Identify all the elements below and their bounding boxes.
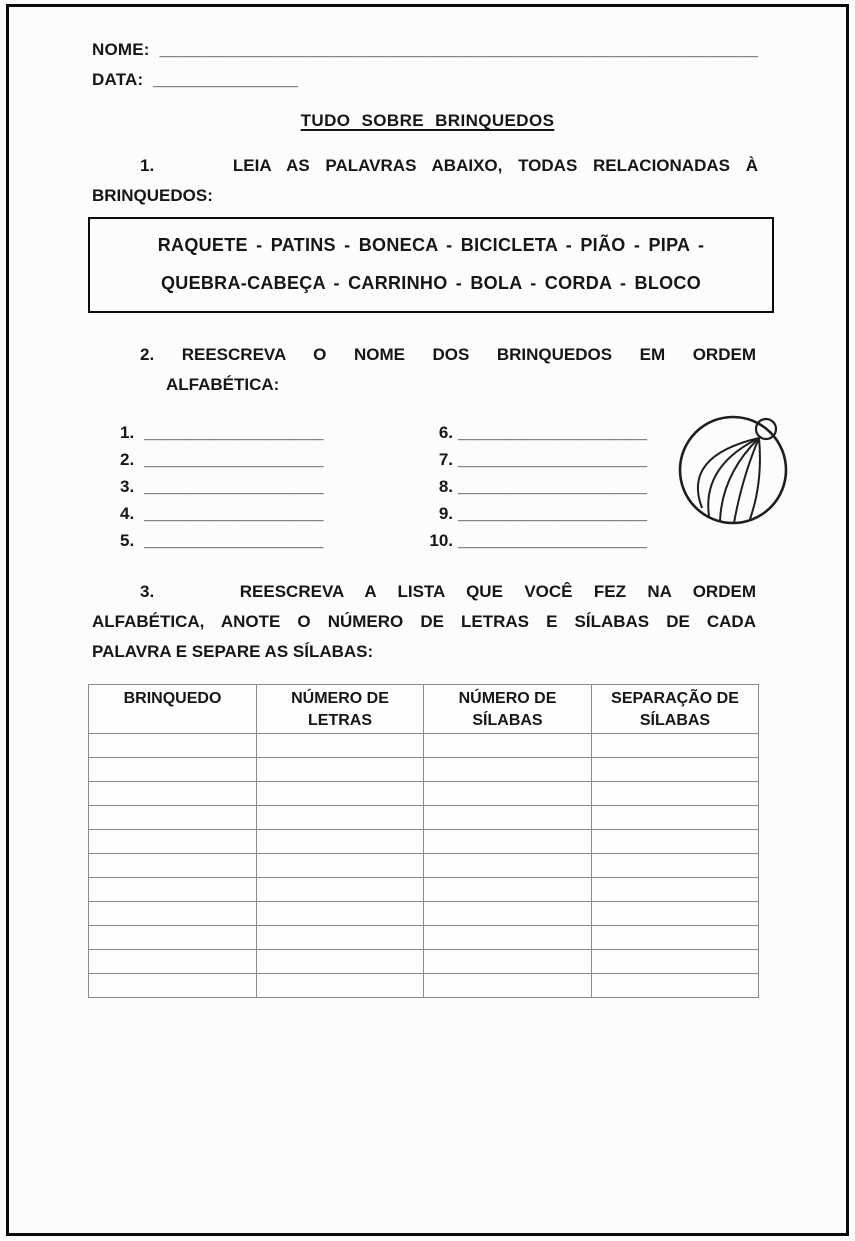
col-header-numero-silabas: NÚMERO DE SÍLABAS [424, 685, 592, 734]
answer-item-3 [120, 473, 324, 500]
table-row [89, 734, 759, 758]
exercise3-instruction-line2: ALFABÉTICA, ANOTE O NÚMERO DE LETRAS E SÍLABAS DE CADA [92, 612, 756, 631]
table-cell [592, 758, 759, 782]
name-label: NOME: [92, 40, 150, 59]
table-row [89, 902, 759, 926]
table-cell [592, 878, 759, 902]
answer-blank-line: ___________________ [144, 423, 324, 442]
answer-item-5 [120, 527, 324, 554]
item-number: 7. [438, 450, 453, 469]
answer-blank-line: ___________________ [144, 531, 324, 550]
col-header-separacao-silabas: SEPARAÇÃO DE SÍLABAS [592, 685, 759, 734]
table-cell [257, 926, 424, 950]
table-row [89, 878, 759, 902]
table-cell [89, 974, 257, 998]
exercise2-instruction-line1: 2. REESCREVA O NOME DOS BRINQUEDOS EM ORDEM [140, 345, 756, 364]
col-header-brinquedo: BRINQUEDO [89, 685, 257, 734]
table-cell [257, 974, 424, 998]
item-number: 9. [438, 504, 453, 523]
worksheet-title: TUDO SOBRE BRINQUEDOS [300, 111, 555, 130]
answer-item-6 [420, 419, 647, 446]
table-cell [89, 902, 257, 926]
table-row [89, 806, 759, 830]
word-box [88, 217, 774, 313]
table-cell [89, 782, 257, 806]
answer-item-2 [120, 446, 324, 473]
col-header-numero-letras: NÚMERO DE LETRAS [257, 685, 424, 734]
item-number: 2. [120, 450, 135, 469]
table-row [89, 950, 759, 974]
table-cell [89, 806, 257, 830]
name-blank-line: ______________________________________________________________ [159, 40, 759, 59]
table-cell [424, 758, 592, 782]
table-cell [89, 854, 257, 878]
table-cell [592, 902, 759, 926]
table-cell [257, 854, 424, 878]
table-cell [257, 902, 424, 926]
table-cell [424, 734, 592, 758]
table-cell [257, 734, 424, 758]
date-label: DATA: [92, 70, 144, 89]
answer-blank-line: ____________________ [458, 531, 648, 550]
table-cell [424, 902, 592, 926]
item-number: 10. [429, 531, 453, 550]
answer-blank-line: ___________________ [144, 450, 324, 469]
table-cell [257, 758, 424, 782]
table-cell [257, 878, 424, 902]
answer-blank-line: ____________________ [458, 477, 648, 496]
item-number: 6. [438, 423, 453, 442]
answer-item-4 [120, 500, 324, 527]
table-cell [592, 854, 759, 878]
table-cell [257, 830, 424, 854]
table-cell [424, 974, 592, 998]
exercise3-instruction-line3: PALAVRA E SEPARE AS SÍLABAS: [92, 642, 374, 661]
date-blank-line: _______________ [153, 70, 299, 89]
table-cell [592, 926, 759, 950]
table-cell [592, 734, 759, 758]
table-cell [89, 878, 257, 902]
table-cell [592, 830, 759, 854]
word-box-line1: RAQUETE - PATINS - BONECA - BICICLETA - PIÃO - PIPA - [157, 235, 705, 255]
name-row [92, 40, 758, 60]
item-number: 4. [120, 504, 135, 523]
table-cell [89, 758, 257, 782]
item-number: 8. [438, 477, 453, 496]
table-cell [89, 734, 257, 758]
table-cell [592, 974, 759, 998]
table-cell [257, 806, 424, 830]
table-cell [424, 830, 592, 854]
answer-blank-line: ___________________ [144, 504, 324, 523]
answer-item-9 [420, 500, 647, 527]
date-row [92, 70, 298, 90]
exercise1-instruction-line1: 1. LEIA AS PALAVRAS ABAIXO, TODAS RELACIONADAS À [140, 156, 758, 175]
table-row [89, 974, 759, 998]
table-cell [89, 830, 257, 854]
table-cell [424, 806, 592, 830]
table-cell [257, 782, 424, 806]
answer-item-10 [420, 527, 647, 554]
word-box-line2: QUEBRA-CABEÇA - CARRINHO - BOLA - CORDA - BLOCO [160, 273, 702, 293]
table-row [89, 830, 759, 854]
exercise2-instruction-line2: ALFABÉTICA: [166, 375, 280, 394]
table-cell [424, 926, 592, 950]
answer-item-1 [120, 419, 324, 446]
item-number: 3. [120, 477, 135, 496]
beach-ball-icon [676, 407, 794, 527]
answer-list-left [120, 419, 324, 554]
answer-item-8 [420, 473, 647, 500]
answer-blank-line: ____________________ [458, 450, 648, 469]
table-cell [424, 854, 592, 878]
answer-list-right [420, 419, 647, 554]
table-cell [89, 926, 257, 950]
table-header-row [89, 685, 759, 734]
table-row [89, 854, 759, 878]
table-row [89, 926, 759, 950]
table-cell [424, 950, 592, 974]
table-cell [424, 782, 592, 806]
toys-table-body [89, 734, 759, 998]
table-row [89, 782, 759, 806]
exercise3-instruction-line1: 3. REESCREVA A LISTA QUE VOCÊ FEZ NA ORDEM [140, 582, 756, 601]
answer-blank-line: ____________________ [458, 504, 648, 523]
table-cell [592, 806, 759, 830]
table-cell [592, 782, 759, 806]
table-cell [257, 950, 424, 974]
answer-blank-line: ____________________ [458, 423, 648, 442]
toys-table [88, 684, 759, 998]
table-cell [89, 950, 257, 974]
exercise1-instruction-line2: BRINQUEDOS: [92, 186, 213, 205]
table-cell [424, 878, 592, 902]
table-cell [592, 950, 759, 974]
item-number: 1. [120, 423, 135, 442]
answer-item-7 [420, 446, 647, 473]
item-number: 5. [120, 531, 135, 550]
answer-blank-line: ___________________ [144, 477, 324, 496]
table-row [89, 758, 759, 782]
